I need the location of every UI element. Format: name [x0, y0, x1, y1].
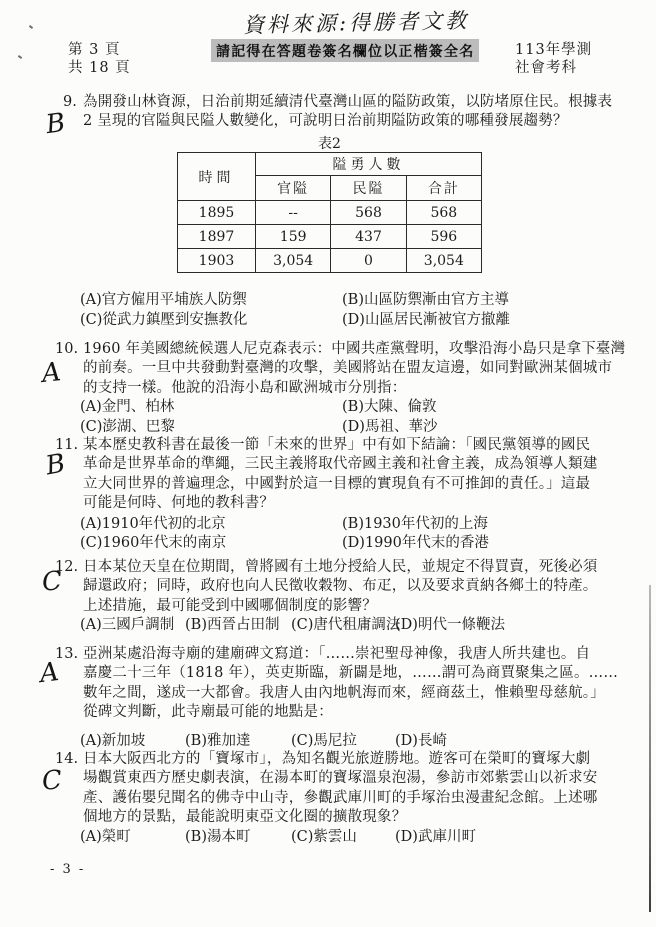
table-header-group: 隘勇人數: [256, 153, 482, 176]
option-c: (C)紫雲山: [291, 829, 357, 845]
question-11: [0, 436, 656, 554]
question-text-line: 個地方的景點，最能說明東亞文化圈的擴散現象？: [83, 809, 407, 826]
question-text-line: 歸還政府；同時，政府也向人民徵收穀物、布疋，以及要求貢納各鄉土的特產。: [83, 578, 598, 595]
option-b: (B)西晉占田制: [185, 617, 280, 634]
option-b: (B)1930年代初的上海: [342, 515, 488, 532]
question-14: [0, 750, 656, 850]
options-row: [80, 534, 489, 553]
handwritten-answer: C: [40, 566, 63, 598]
option-d: (D)長崎: [395, 733, 447, 749]
table-cell: 0: [331, 249, 406, 273]
question-text-line: 從碑文判斷，此寺廟最可能的地點是：: [83, 704, 333, 721]
question-text-line: 2 呈現的官隘與民隘人數變化，可說明日治前期隘防政策的哪種發展趨勢？: [83, 113, 568, 130]
signature-notice-highlight: 請記得在答題卷簽名欄位以正楷簽全名: [211, 39, 479, 62]
option-d: (D)武庫川町: [395, 829, 476, 845]
option-c: (C)澎湖、巴黎: [80, 418, 175, 435]
question-text-line: 某本歷史教科書在最後一節「未來的世界」中有如下結論：「國民黨領導的國民: [83, 437, 591, 453]
exam-subject-label: 社會考科: [515, 60, 577, 76]
question-text-line: 亞洲某處沿海寺廟的建廟碑文寫道：「……崇祀聖母神像，我唐人所共建也。自: [83, 646, 591, 662]
table-row: [178, 201, 482, 225]
question-9: [0, 93, 656, 338]
option-a: (A)1910年代初的北京: [80, 515, 226, 532]
question-number: 12.: [55, 559, 79, 575]
scan-speck: [18, 55, 22, 59]
option-a: (A)榮町: [80, 829, 131, 845]
options-row: [80, 398, 436, 417]
table-cell: 3,054: [406, 249, 481, 273]
question-text-line: 上述措施，最可能受到中國哪個制度的影響？: [83, 597, 377, 614]
question-text-line: 的支持一樣。他說的沿海小島和歐洲城市分別指：: [83, 379, 407, 396]
table-row: [178, 249, 482, 273]
handwritten-answer: B: [43, 448, 68, 482]
question-number: 10.: [55, 341, 79, 357]
table-cell: 1895: [178, 201, 256, 225]
footer-page-number: - 3 -: [50, 862, 86, 877]
option-a: (A)三國戶調制: [80, 617, 175, 634]
table-cell: 437: [331, 225, 406, 249]
question-text-line: 日本大阪西北方的「寶塚市」，為知名觀光旅遊勝地。遊客可在榮町的寶塚大劇: [83, 751, 591, 767]
table-cell: 596: [406, 225, 481, 249]
table-cell: 568: [331, 201, 406, 225]
question-text-line: 數年之間，遂成一大都會。我唐人由內地帆海而來，經商茲土，惟賴聖母慈航。」: [83, 684, 605, 701]
question-number: 14.: [55, 751, 79, 767]
table-caption: 表2: [318, 136, 341, 152]
option-a: (A)新加坡: [80, 733, 146, 749]
handwritten-answer: C: [40, 765, 64, 797]
table-cell: 1897: [178, 225, 256, 249]
option-b: (B)山區防禦漸由官方主導: [342, 292, 509, 308]
options-row: [80, 515, 488, 534]
option-b: (B)湯本町: [185, 829, 251, 845]
handwritten-answer: A: [38, 656, 61, 690]
handwritten-source-note: 資料來源:得勝者文教: [242, 8, 470, 38]
option-c: (C)從武力鎮壓到安撫教化: [80, 311, 248, 328]
option-d: (D)馬祖、華沙: [342, 418, 438, 435]
table-cell: 1903: [178, 249, 256, 273]
handwritten-answer: B: [44, 107, 68, 141]
option-c: (C)1960年代末的南京: [80, 534, 227, 551]
question-text-line: 可能是何時、何地的教科書？: [83, 495, 275, 512]
table-header-civilian: 民隘: [331, 176, 406, 201]
options-row: [80, 732, 447, 751]
table-cell: 3,054: [256, 249, 331, 273]
option-d: (D)1990年代末的香港: [342, 534, 489, 551]
scan-edge-artifact: [649, 585, 651, 912]
question-text-line: 革命是世界革命的準繩，三民主義將取代帝國主義和社會主義，成為領導人類建: [83, 456, 598, 473]
table-cell: 568: [406, 201, 481, 225]
options-row: [80, 616, 505, 635]
question-text-line: 場觀賞東西方歷史劇表演，在湯本町的寶塚溫泉泡湯，參訪市郊紫雲山以祈求安: [83, 770, 598, 787]
table-header-official: 官隘: [256, 176, 331, 201]
page-number-current: 第 3 頁: [68, 42, 121, 58]
question-text-line: 1960 年美國總統候選人尼克森表示：中國共產黨聲明，攻擊沿海小島只是拿下臺灣: [83, 341, 626, 357]
options-row: [80, 311, 510, 330]
question-13: [0, 645, 656, 750]
option-c: (C)唐代租庸調法: [291, 617, 401, 634]
aiyong-count-table: [177, 152, 482, 273]
page-number-total: 共 18 頁: [68, 60, 131, 76]
option-b: (B)大陳、倫敦: [342, 399, 437, 416]
option-d: (D)山區居民漸被官方撤離: [342, 311, 510, 328]
question-text-line: 日本某位天皇在位期間，曾將國有土地分授給人民，並規定不得買賣，死後必須: [83, 559, 598, 575]
question-number: 13.: [55, 646, 79, 662]
option-a: (A)金門、柏林: [80, 399, 175, 416]
option-b: (B)雅加達: [185, 733, 251, 749]
table-row: [178, 225, 482, 249]
table-cell: 159: [256, 225, 331, 249]
question-12: [0, 558, 656, 638]
question-10: [0, 340, 656, 438]
options-row: [80, 418, 437, 437]
handwritten-answer: A: [40, 357, 63, 389]
option-d: (D)明代一條鞭法: [395, 617, 505, 634]
question-number: 9.: [63, 94, 77, 110]
option-c: (C)馬尼拉: [291, 733, 357, 749]
table-header-total: 合計: [406, 176, 481, 201]
question-text-line: 的前奏。一旦中共發動對臺灣的攻擊，美國將站在盟友這邊，如同對歐洲某個城市: [83, 360, 613, 377]
table-header-time: 時間: [178, 153, 256, 201]
table-cell: --: [256, 201, 331, 225]
question-number: 11.: [55, 437, 79, 453]
question-text-line: 嘉慶二十三年（1818 年），英吏斯臨，新闢是地，……謂可為商賈聚集之區。……: [83, 665, 619, 682]
exam-year-label: 113年學測: [515, 42, 593, 58]
options-row: [80, 291, 509, 310]
question-text-line: 立大同世界的普遍理念，中國對於這一目標的實現負有不可推卸的責任。」這最: [83, 475, 591, 492]
option-a: (A)官方僱用平埔族人防禦: [80, 292, 247, 308]
question-text-line: 為開發山林資源，日治前期延續清代臺灣山區的隘防政策，以防堵原住民。根據表: [83, 94, 613, 110]
options-row: [80, 828, 476, 847]
question-text-line: 產、護佑嬰兒聞名的佛寺中山寺，參觀武庫川町的手塚治虫漫畫紀念館。上述哪: [83, 789, 598, 806]
scan-speck: [29, 25, 33, 29]
